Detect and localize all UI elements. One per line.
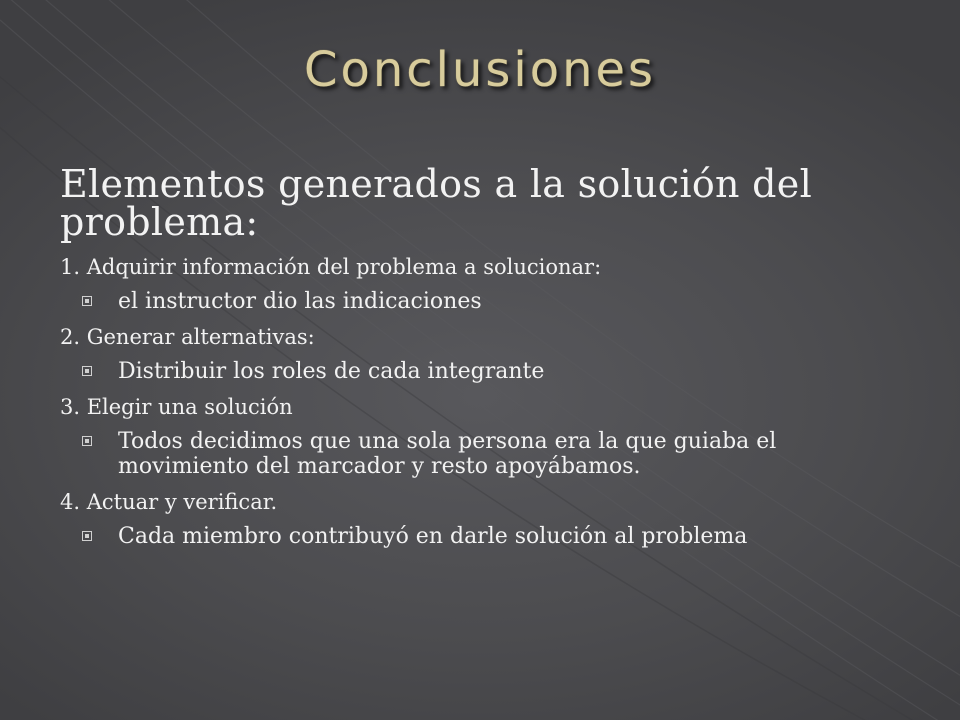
bullet-item <box>60 429 900 479</box>
step-item: 1. Adquirir información del problema a solucionar: <box>60 255 602 279</box>
square-bullet-icon <box>82 531 92 541</box>
square-bullet-icon <box>82 296 92 306</box>
square-bullet-icon <box>82 436 92 446</box>
bullet-text: el instructor dio las indicaciones <box>118 289 482 314</box>
step-item: 2. Generar alternativas: <box>60 325 315 349</box>
bullet-text: Cada miembro contribuyó en darle solución al problema <box>118 524 748 549</box>
bullet-item <box>60 524 900 549</box>
content-heading: Elementos generados a la solución del problema: <box>60 162 813 244</box>
square-bullet-icon <box>82 366 92 376</box>
step-item: 4. Actuar y verificar. <box>60 490 278 514</box>
bullet-text: Todos decidimos que una sola persona era la que guiaba el movimiento del marcador y resto apoyábamos. <box>118 429 777 479</box>
slide-content <box>60 162 900 560</box>
bullet-item <box>60 359 900 384</box>
step-item: 3. Elegir una solución <box>60 395 293 419</box>
slide-title: Conclusiones <box>303 42 657 98</box>
bullet-text: Distribuir los roles de cada integrante <box>118 359 545 384</box>
bullet-item <box>60 289 900 314</box>
